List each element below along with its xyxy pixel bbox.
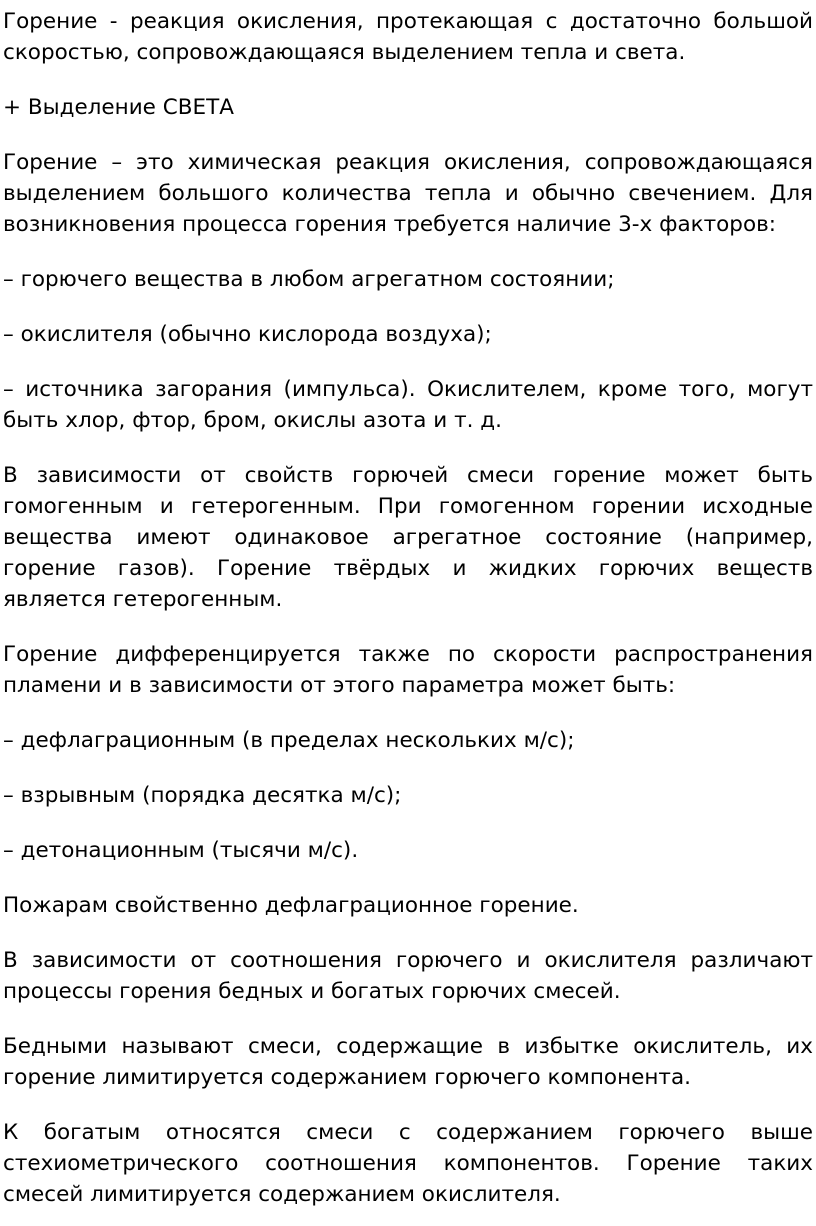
paragraph-combustion-factors: Горение – это химическая реакция окисления, сопровождающаяся выделением большого количества тепла и обычно свечением. Для возникновения процесса горения требуется наличие 3-х факторов: xyxy=(3,150,813,237)
paragraph-definition: Горение - реакция окисления, протекающая с достаточно большой скоростью, сопровождающаяся выделением тепла и света. xyxy=(3,9,813,65)
list-item-detonation: – детонационным (тысячи м/с). xyxy=(3,838,359,863)
list-item-oxidizer: – окислителя (обычно кислорода воздуха); xyxy=(3,322,492,347)
paragraph-light-note: + Выделение СВЕТА xyxy=(3,95,234,120)
paragraph-fires: Пожарам свойственно дефлаграционное горение. xyxy=(3,893,579,918)
paragraph-homogeneous-heterogeneous: В зависимости от свойств горючей смеси горение может быть гомогенным и гетерогенным. При гомогенном горении исходные вещества имеют одинаковое агрегатное состояние (например, горение газов). Горение твёрдых и жидких горючих веществ является гетерогенным. xyxy=(3,463,813,612)
list-item-explosive: – взрывным (порядка десятка м/с); xyxy=(3,783,402,808)
paragraph-rich-mixtures: К богатым относятся смеси с содержанием горючего выше стехиометрического соотношения компонентов. Горение таких смесей лимитируется содержанием окислителя. xyxy=(3,1120,813,1207)
paragraph-lean-mixtures: Бедными называют смеси, содержащие в избытке окислитель, их горение лимитируется содержанием горючего компонента. xyxy=(3,1034,813,1090)
paragraph-mixture-ratio: В зависимости от соотношения горючего и окислителя различают процессы горения бедных и богатых горючих смесей. xyxy=(3,948,813,1004)
list-item-deflagration: – дефлаграционным (в пределах нескольких м/с); xyxy=(3,728,575,753)
paragraph-flame-speed: Горение дифференцируется также по скорости распространения пламени и в зависимости от этого параметра может быть: xyxy=(3,642,813,698)
list-item-fuel: – горючего вещества в любом агрегатном состоянии; xyxy=(3,267,615,292)
list-item-ignition-source: – источника загорания (импульса). Окислителем, кроме того, могут быть хлор, фтор, бром, окислы азота и т. д. xyxy=(3,377,813,433)
